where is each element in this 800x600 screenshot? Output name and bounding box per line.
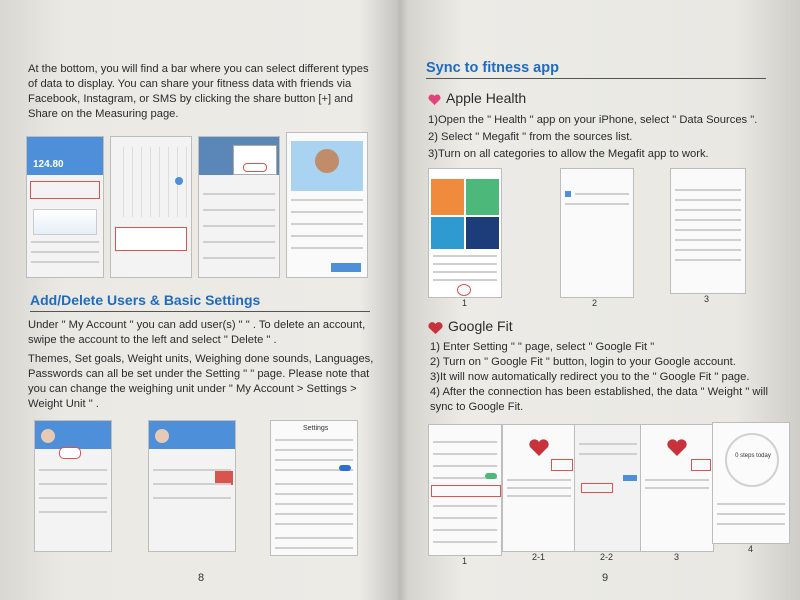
google-step-2: 2) Turn on " Google Fit " button, login to your Google account. bbox=[430, 356, 736, 368]
apple-health-title: Apple Health bbox=[446, 90, 527, 106]
right-page bbox=[402, 0, 800, 600]
googlefit-shot-label-2-2: 2-2 bbox=[600, 552, 614, 562]
app-screenshot-share-card bbox=[286, 132, 368, 278]
intro-paragraph: At the bottom, you will find a bar where you can select different types of data to display. You can share your fitness data with friends via Facebook, Instagram, or SMS by clicking the share button [+] and Share on the Measuring page. bbox=[28, 63, 369, 120]
apple-step-1: 1)Open the " Health " app on your iPhone, select " Data Sources ". bbox=[428, 114, 758, 126]
settings-screen-title: Settings bbox=[303, 425, 329, 432]
googlefit-screenshot-2-1 bbox=[502, 424, 576, 552]
googlefit-shot-label-3: 3 bbox=[674, 552, 680, 562]
page-number-right: 9 bbox=[602, 572, 609, 584]
googlefit-screenshot-2-2 bbox=[574, 424, 642, 552]
googlefit-screenshot-4 bbox=[712, 422, 790, 544]
apple-step-3: 3)Turn on all categories to allow the Megafit app to work. bbox=[428, 148, 709, 160]
google-step-4: 4) After the connection has been established, the data " Weight " will sync to Google Fit. bbox=[430, 386, 768, 413]
section-title-users: Add/Delete Users & Basic Settings bbox=[30, 292, 261, 308]
section-title-sync: Sync to fitness app bbox=[426, 60, 559, 76]
apple-step-2: 2) Select " Megafit " from the sources list. bbox=[428, 131, 633, 143]
app-screenshot-share-menu bbox=[198, 136, 280, 278]
googlefit-screenshot-3 bbox=[640, 424, 714, 552]
google-step-3: 3)It will now automatically redirect you to the " Google Fit " page. bbox=[430, 371, 750, 383]
app-screenshot-settings bbox=[270, 420, 358, 556]
health-shot-label-3: 3 bbox=[704, 294, 710, 304]
app-screenshot-measuring bbox=[26, 136, 104, 278]
left-page bbox=[0, 0, 398, 600]
health-shot-label-2: 2 bbox=[592, 298, 598, 308]
health-screenshot-3 bbox=[670, 168, 746, 294]
googlefit-screenshot-1 bbox=[428, 424, 502, 556]
google-fit-title: Google Fit bbox=[448, 318, 513, 334]
section-rule bbox=[30, 311, 370, 312]
googlefit-shot-label-2-1: 2-1 bbox=[532, 552, 546, 562]
heart-icon bbox=[428, 322, 443, 335]
health-screenshot-1 bbox=[428, 168, 502, 298]
steps-today-text: 0 steps today bbox=[735, 453, 771, 459]
section-rule-sync bbox=[426, 78, 766, 79]
heart-icon bbox=[428, 94, 441, 106]
app-screenshot-calendar bbox=[110, 136, 192, 278]
health-screenshot-2 bbox=[560, 168, 634, 298]
app-screenshot-delete-account bbox=[148, 420, 236, 552]
screen-weight-value: 124.80 bbox=[33, 159, 64, 170]
settings-paragraph: Themes, Set goals, Weight units, Weighing done sounds, Languages, Passwords can all be set under the Setting " " page. Please note that you can change the weighing unit under " My Account > Settings > Weight Unit " . bbox=[28, 353, 374, 410]
google-step-1: 1) Enter Setting " " page, select " Google Fit " bbox=[430, 341, 655, 353]
app-screenshot-my-account bbox=[34, 420, 112, 552]
googlefit-shot-label-4: 4 bbox=[748, 544, 754, 554]
health-shot-label-1: 1 bbox=[462, 298, 468, 308]
googlefit-shot-label-1: 1 bbox=[462, 556, 468, 566]
page-number-left: 8 bbox=[198, 572, 205, 584]
users-paragraph: Under " My Account " you can add user(s) " " . To delete an account, swipe the account to the left and select " Delete " . bbox=[28, 319, 366, 346]
